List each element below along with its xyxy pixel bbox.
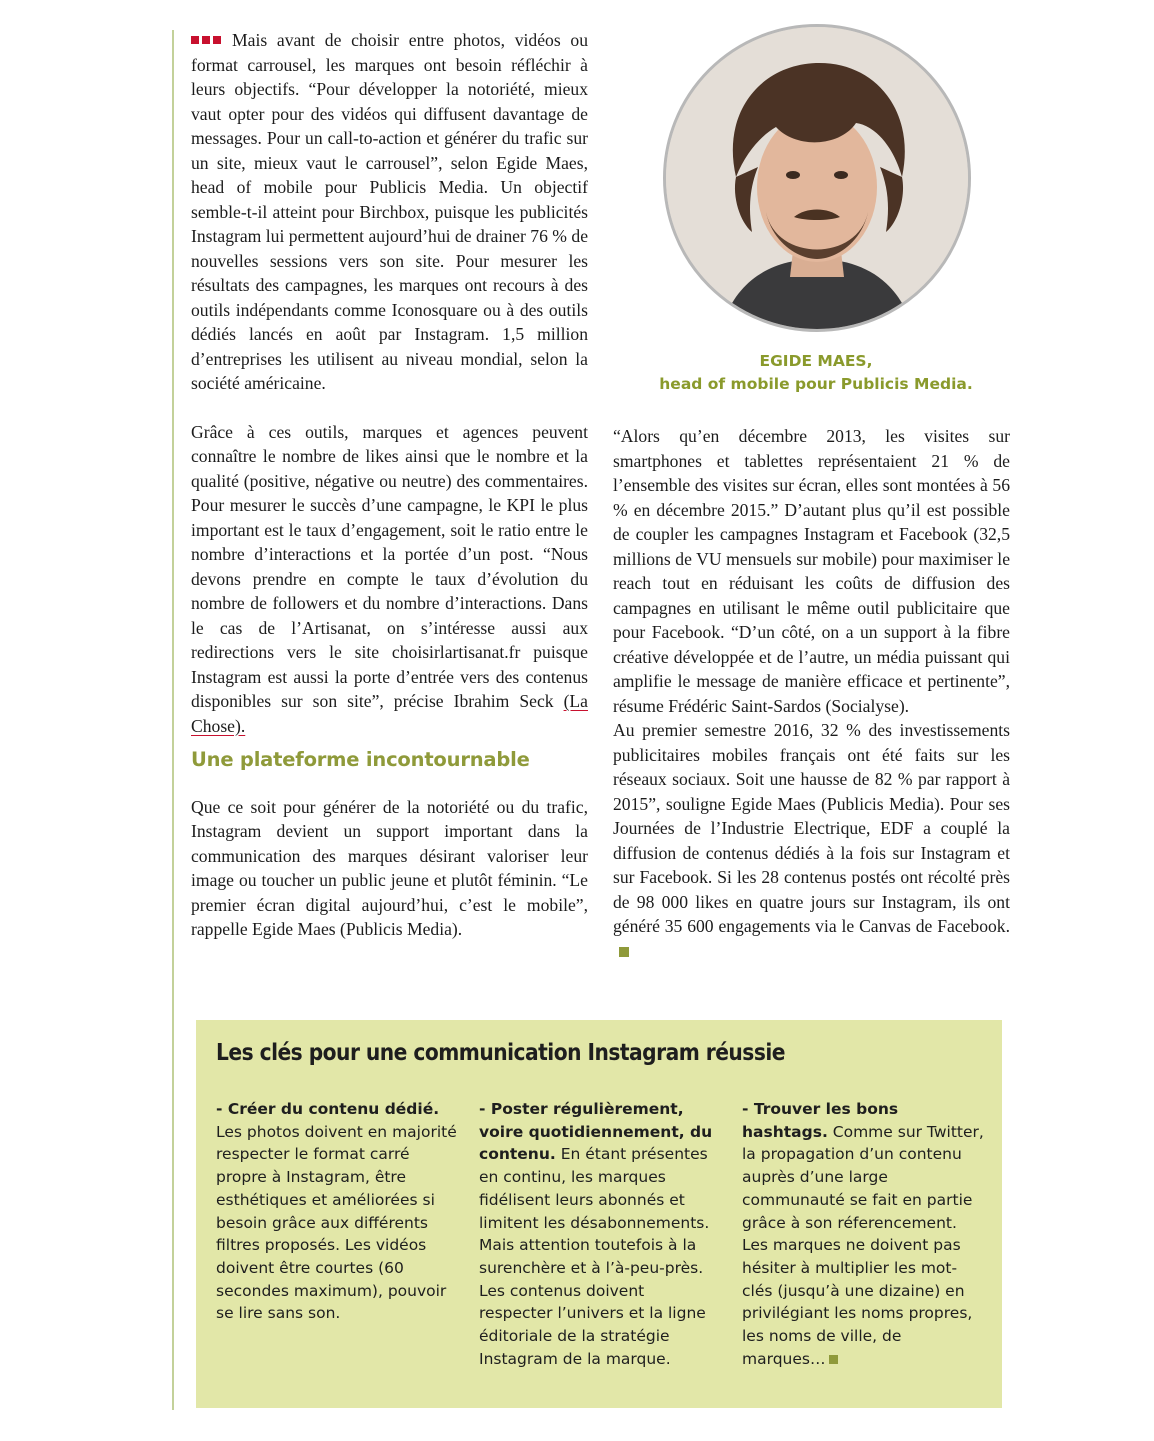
column-rule xyxy=(172,30,174,1410)
paragraph-3: Que ce soit pour générer de la notoriété ou du trafic, Instagram devient un support important dans la communication des marques désirant valoriser leur image ou toucher un public jeune et plutôt féminin. “Le premier écran digital aujourd’hui, c’est le mobile”, rappelle Egide Maes (Publicis Media). xyxy=(191,796,588,939)
portrait-photo xyxy=(663,24,971,332)
paragraph-2: Grâce à ces outils, marques et agences peuvent connaître le nombre de likes ainsi que le nombre et la qualité (positive, négative ou neutre) des commentaires. Pour mesurer le succès d’une campagne, le KPI le plus important est le taux d’engagement, soit le ratio entre le nombre d’interactions et la portée d’un post. “Nous devons prendre en compte le taux d’évolution du nombre de followers et du nombre d’interactions. Dans le cas de l’Artisanat, on s’intéresse aussi aux redirections vers le site choisirlartisanat.fr puisque Instagram est aussi la porte d’entrée vers des contenus disponibles sur son site”, précise Ibrahim Seck (La Chose). xyxy=(191,421,588,736)
source-link[interactable]: (La Chose). xyxy=(191,691,588,736)
portrait-illustration xyxy=(666,27,968,329)
tip-text: Comme sur Twitter, la propagation d’un contenu auprès d’une large communauté se fait en partie grâce à son réferencement. Les marques ne doivent pas hésiter à multiplier les mot-clés (jusqu’à une dizaine) en privilégiant les noms propres, les noms de ville, de marques… xyxy=(742,1122,984,1368)
tip-item xyxy=(479,1098,721,1370)
tip-item xyxy=(742,1098,984,1370)
tip-heading: - Trouver les bons hashtags. xyxy=(742,1100,899,1141)
paragraph-5: Au premier semestre 2016, 32 % des investissements publicitaires mobiles français ont été faits sur les réseaux sociaux. Soit une hausse de 82 % par rapport à 2015”, souligne Egide Maes (Publicis Media). Pour ses Journées de l’Industrie Electrique, EDF a couplé la diffusion de contenus dédiés à la fois sur Instagram et sur Facebook. Si les 28 contenus postés ont récolté près de 98 000 likes en quatre jours sur Instagram, ils ont généré 35 600 engagements via le Canvas de Facebook. xyxy=(613,718,1010,963)
paragraph-1: Mais avant de choisir entre photos, vidéos ou format carrousel, les marques ont besoin réfléchir à leurs objectifs. “Pour développer la notoriété, mieux vaut opter pour des vidéos qui diffusent davantage de messages. Pour un call-to-action et générer du trafic sur un site, mieux vaut le carrousel”, selon Egide Maes, head of mobile pour Publicis Media. Un objectif semble-t-il atteint pour Birchbox, puisque les publicités Instagram lui permettent aujourd’hui de drainer 76 % de nouvelles sessions vers son site. Pour mesurer les résultats des campagnes, les marques ont recours à des outils indépendants comme Iconosquare ou à des outils dédiés lancés en août par Instagram. 1,5 million d’entreprises les utilisent au niveau mondial, selon la société américaine. xyxy=(191,26,588,396)
caption-name: EGIDE MAES, xyxy=(759,352,873,370)
end-mark-icon xyxy=(619,947,629,957)
section-subhead: Une plateforme incontournable xyxy=(191,748,530,771)
paragraph-4: “Alors qu’en décembre 2013, les visites sur smartphones et tablettes représentaient 21 % de l’ensemble des visites sur écran, elles sont montées à 56 % en décembre 2015.” D’autant plus qu’il est possible de coupler les campagnes Instagram et Facebook (32,5 millions de VU mensuels sur mobile) pour maximiser le reach tout en réduisant les coûts de diffusion des campagnes en utilisant le même outil publicitaire que pour Facebook. “D’un côté, on a un support à la fibre créative développée et de l’autre, un média puissant qui amplifie le message de manière efficace et pertinente”, résume Frédéric Saint-Sardos (Socialyse). xyxy=(613,426,1010,716)
section-markers xyxy=(191,26,224,51)
tip-heading: - Créer du contenu dédié. xyxy=(216,1100,440,1118)
end-mark-icon xyxy=(829,1355,838,1364)
caption-role: head of mobile pour Publicis Media. xyxy=(659,375,973,393)
left-column xyxy=(191,26,588,966)
tip-heading: - Poster régulièrement, voire quotidiennement, du contenu. xyxy=(479,1100,713,1164)
tip-item xyxy=(216,1098,458,1325)
right-column xyxy=(613,424,1010,963)
tips-box-title: Les clés pour une communication Instagram réussie xyxy=(216,1040,785,1066)
photo-caption xyxy=(640,350,992,396)
tips-box xyxy=(196,1020,1002,1408)
tip-text: En étant présentes en continu, les marques fidélisent leurs abonnés et limitent les désabonnements. Mais attention toutefois à la surenchère et à l’à-peu-près. Les contenus doivent respecter l’univers et la ligne éditoriale de la stratégie Instagram de la marque. xyxy=(479,1145,710,1368)
tip-text: Les photos doivent en majorité respecter le format carré propre à Instagram, être esthétiques et améliorées si besoin grâce aux différents filtres proposés. Les vidéos doivent être courtes (60 secondes maximum), pouvoir se lire sans son. xyxy=(216,1122,457,1323)
